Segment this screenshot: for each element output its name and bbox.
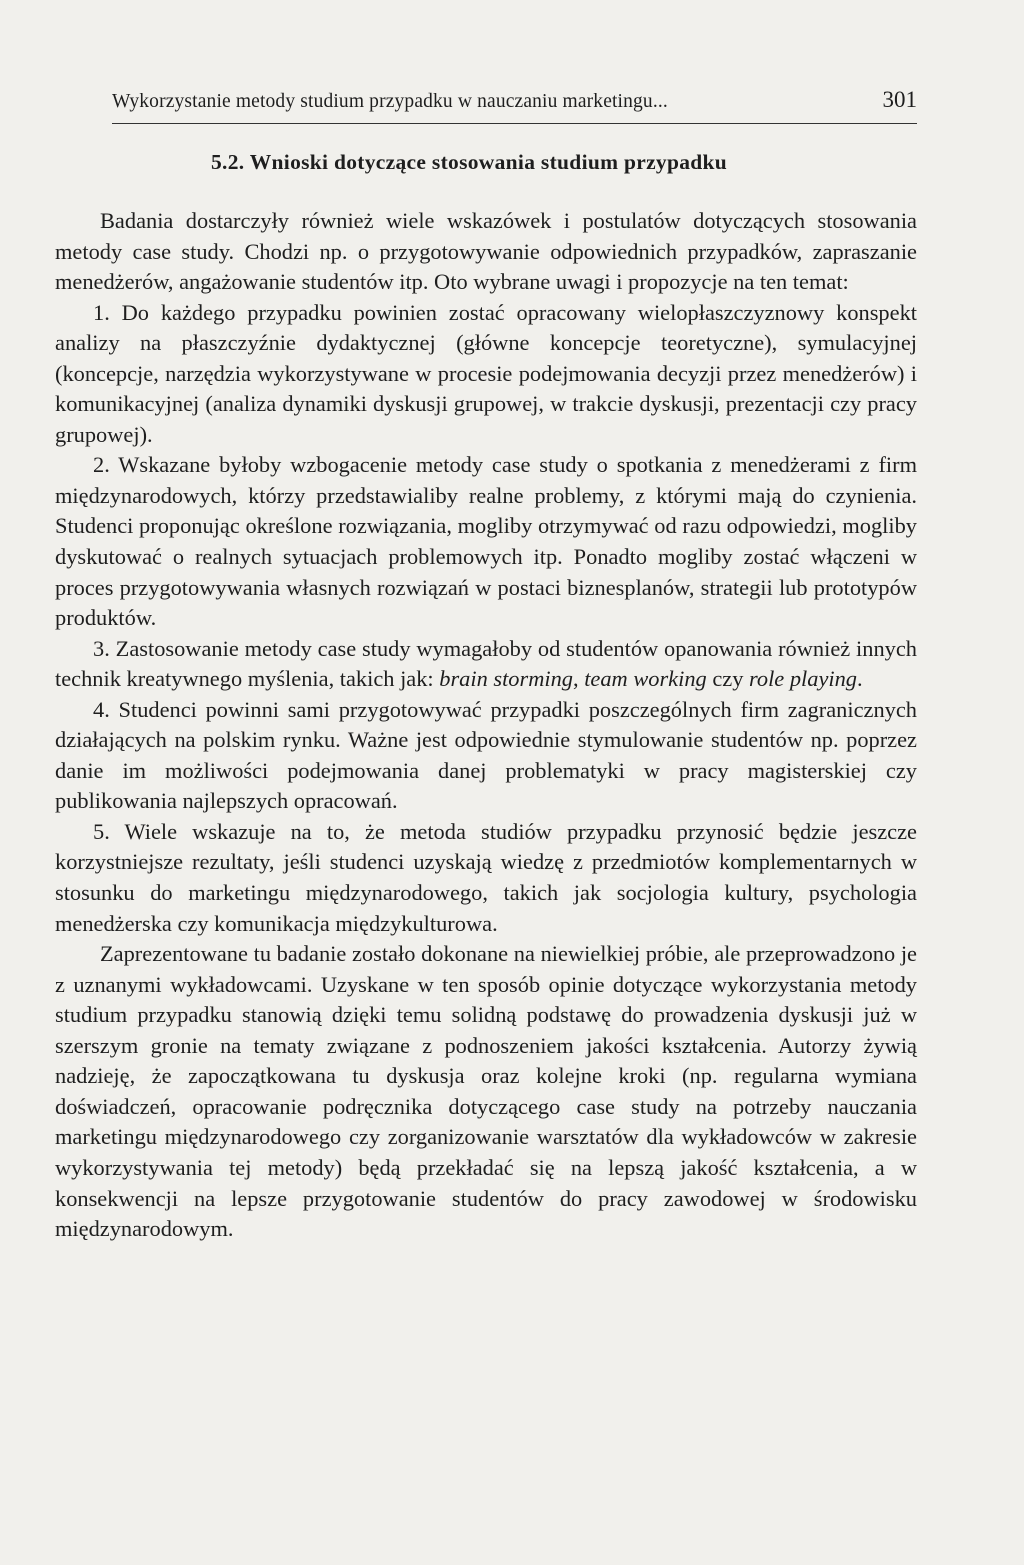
list-item-3-end: . [857, 666, 863, 692]
separator: , [573, 666, 585, 692]
term-role-playing: role playing [749, 666, 857, 692]
list-item-3 [55, 634, 917, 695]
separator: czy [706, 666, 749, 692]
paragraph-closing: Zaprezentowane tu badanie zostało dokonane na niewielkiej próbie, ale przeprowadzono je z uznanymi wykładowcami. Uzyskane w ten sposób opinie dotyczące wykorzystania metody studium przypadku stanowią dzięki temu solidną podstawę do prowadzenia dyskusji już w szerszym gronie na tematy związane z podnoszeniem jakości kształcenia. Autorzy żywią nadzieję, że zapoczątkowana tu dyskusja oraz kolejne kroki (np. regularna wymiana doświadczeń, opracowanie podręcznika dotyczącego case study na potrzeby nauczania marketingu międzynarodowego czy zorganizowanie warsztatów dla wykładowców w zakresie wykorzystywania tej metody) będą przekładać się na lepszą jakość kształcenia, a w konsekwencji na lepsze przygotowanie studentów do pracy zawodowej w środowisku międzynarodowym. [55, 941, 917, 1242]
page-number: 301 [882, 87, 917, 112]
term-brain-storming: brain storming [439, 666, 573, 692]
body-text [55, 206, 917, 1245]
list-item-1: 1. Do każdego przypadku powinien zostać opracowany wielopłaszczyznowy konspekt analizy na płaszczyźnie dydaktycznej (główne koncepcje teoretyczne), symulacyjnej (koncepcje, narzędzia wykorzystywane w procesie podejmowania decyzji przez menedżerów) i komunikacyjnej (analiza dynamiki dyskusji grupowej, w trakcie dyskusji, prezentacji czy pracy grupowej). [55, 299, 917, 447]
running-header [112, 87, 917, 124]
term-team-working: team working [584, 666, 707, 692]
list-item-5: 5. Wiele wskazuje na to, że metoda studiów przypadku przynosić będzie jeszcze korzystniejsze rezultaty, jeśli studenci uzyskają wiedzę z przedmiotów komplementarnych w stosunku do marketingu międzynarodowego, takich jak socjologia kultury, psychologia menedżerska czy komunikacja międzykulturowa. [55, 818, 917, 936]
section-heading: 5.2. Wnioski dotyczące stosowania studium przypadku [211, 150, 728, 174]
list-item-2: 2. Wskazane byłoby wzbogacenie metody case study o spotkania z menedżerami z firm międzynarodowych, którzy przedstawialiby realne problemy, z którymi mają do czynienia. Studenci proponując określone rozwiązania, mogliby otrzymywać od razu odpowiedzi, mogliby dyskutować o realnych sytuacjach problemowych itp. Ponadto mogliby zostać włączeni w proces przygotowywania własnych rozwiązań w postaci biznesplanów, strategii lub prototypów produktów. [55, 452, 917, 631]
paragraph-intro: Badania dostarczyły również wiele wskazówek i postulatów dotyczących stosowania metody case study. Chodzi np. o przygotowywanie odpowiednich przypadków, zapraszanie menedżerów, angażowanie studentów itp. Oto wybrane uwagi i propozycje na ten temat: [55, 208, 917, 295]
running-title: Wykorzystanie metody studium przypadku w nauczaniu marketingu... [112, 91, 668, 112]
list-item-3-text: 3. Zastosowanie metody case study wymagałoby od studentów opanowania również innych technik kreatywnego myślenia, takich jak: [55, 635, 917, 692]
list-item-4: 4. Studenci powinni sami przygotowywać przypadki poszczególnych firm zagranicznych działających na polskim rynku. Ważne jest odpowiednie stymulowanie studentów np. poprzez danie im możliwości podejmowania danej problematyki w pracy magisterskiej czy publikowania najlepszych opracowań. [55, 696, 917, 814]
